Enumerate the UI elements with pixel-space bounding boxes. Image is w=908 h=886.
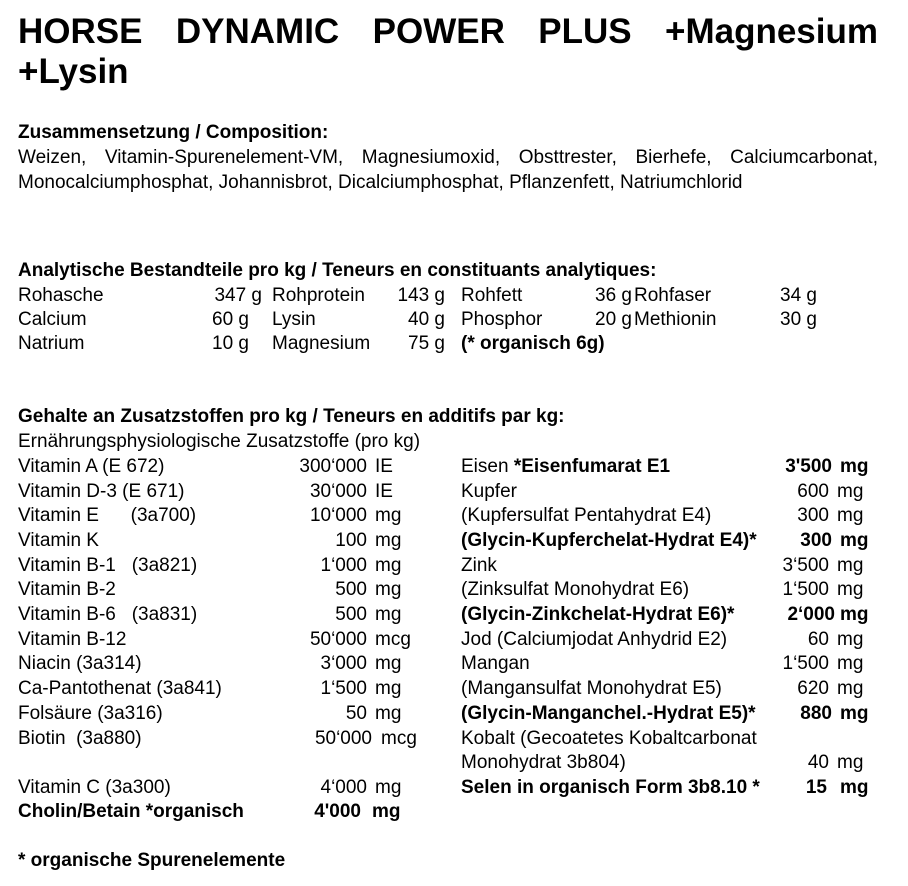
trace-name: Mangan — [461, 653, 530, 674]
trace-unit: mg — [837, 653, 864, 674]
vitamin-name: Ca-Pantothenat (3a841) — [18, 678, 222, 699]
trace-amount: 1‘500 — [782, 579, 829, 600]
trace-name: (Mangansulfat Monohydrat E5) — [461, 678, 722, 699]
vitamin-unit: mg — [375, 777, 402, 798]
trace-name-line2: Monohydrat 3b804) — [461, 752, 626, 773]
vitamin-name: Biotin (3a880) — [18, 728, 142, 749]
vitamin-name: Vitamin A (E 672) — [18, 456, 165, 477]
additives-subheading: Ernährungsphysiologische Zusatzstoffe (pro kg) — [18, 431, 421, 452]
trace-name: Selen in organisch Form 3b8.10 * — [461, 777, 760, 798]
trace-amount: 1‘500 — [782, 653, 829, 674]
analytical-value: 40 g — [408, 309, 445, 330]
vitamin-unit: mg — [375, 678, 402, 699]
trace-name: Jod (Calciumjodat Anhydrid E2) — [461, 629, 728, 650]
trace-name-bold: *Eisenfumarat E1 — [513, 456, 671, 477]
vitamin-unit: mg — [372, 801, 401, 822]
vitamin-unit: IE — [375, 456, 393, 477]
vitamin-name: Vitamin B-1 (3a821) — [18, 555, 198, 576]
footnote: * organische Spurenelemente — [18, 850, 286, 871]
trace-name: Eisen — [461, 456, 514, 477]
trace-amount: 300 — [797, 505, 829, 526]
vitamin-amount: 4'000 — [314, 801, 361, 822]
trace-name: (Glycin-Manganchel.-Hydrat E5)* — [461, 703, 756, 724]
analytical-value: 143 g — [397, 285, 445, 306]
trace-name: Kupfer — [461, 481, 517, 502]
vitamin-amount: 300‘000 — [299, 456, 367, 477]
trace-unit: mg — [837, 629, 864, 650]
vitamin-name: Vitamin B-6 (3a831) — [18, 604, 198, 625]
vitamin-name: Vitamin E (3a700) — [18, 505, 197, 526]
additives-heading: Gehalte an Zusatzstoffen pro kg / Teneurs en additifs par kg: — [18, 406, 565, 427]
product-title: HORSE DYNAMIC POWER PLUS +Magnesium +Lysin — [18, 12, 878, 91]
trace-name: (Kupfersulfat Pentahydrat E4) — [461, 505, 712, 526]
vitamin-name: Folsäure (3a316) — [18, 703, 163, 724]
trace-unit: mg — [840, 456, 869, 477]
trace-unit: mg — [837, 555, 864, 576]
composition-heading: Zusammensetzung / Composition: — [18, 122, 329, 143]
trace-amount: 60 — [807, 629, 829, 650]
analytical-value: 75 g — [408, 333, 445, 354]
vitamin-unit: mg — [375, 653, 402, 674]
analytical-value: 30 g — [780, 309, 817, 330]
vitamin-name: Vitamin D-3 (E 671) — [18, 481, 185, 502]
analytical-value: 10 g — [212, 333, 249, 354]
vitamin-unit: mg — [375, 604, 402, 625]
trace-unit: mg — [840, 604, 869, 625]
trace-amount: 40 — [807, 752, 829, 773]
trace-name: (Glycin-Zinkchelat-Hydrat E6)* — [461, 604, 735, 625]
trace-amount: 600 — [797, 481, 829, 502]
trace-amount: 620 — [797, 678, 829, 699]
vitamin-amount: 500 — [335, 604, 367, 625]
vitamin-name: Vitamin C (3a300) — [18, 777, 171, 798]
analytical-name: Methionin — [634, 309, 717, 330]
trace-amount: 2‘000 — [787, 604, 835, 625]
vitamin-name: Vitamin K — [18, 530, 99, 551]
analytical-value: 20 g — [595, 309, 632, 330]
analytical-name: Rohfaser — [634, 285, 712, 306]
vitamin-unit: mg — [375, 703, 402, 724]
vitamin-name: Vitamin B-2 — [18, 579, 116, 600]
vitamin-amount: 30‘000 — [309, 481, 367, 502]
vitamin-amount: 4‘000 — [320, 777, 367, 798]
vitamin-unit: mg — [375, 505, 402, 526]
trace-unit: mg — [837, 505, 864, 526]
analytical-heading: Analytische Bestandteile pro kg / Teneurs en constituants analytiques: — [18, 260, 657, 281]
vitamin-amount: 3‘000 — [320, 653, 367, 674]
vitamin-unit: mg — [375, 555, 402, 576]
vitamin-name: Niacin (3a314) — [18, 653, 142, 674]
trace-name: (Zinksulfat Monohydrat E6) — [461, 579, 690, 600]
vitamin-amount: 1‘000 — [320, 555, 367, 576]
analytical-value: 36 g — [595, 285, 632, 306]
vitamin-amount: 50 — [345, 703, 367, 724]
organic-note: (* organisch 6g) — [461, 333, 605, 354]
vitamin-unit: mcg — [375, 629, 411, 650]
vitamin-amount: 10‘000 — [309, 505, 367, 526]
trace-name: Kobalt (Gecoatetes Kobaltcarbonat — [461, 728, 757, 749]
trace-unit: mg — [840, 703, 869, 724]
trace-amount: 3‘500 — [782, 555, 829, 576]
analytical-value: 34 g — [780, 285, 817, 306]
vitamin-amount: 500 — [335, 579, 367, 600]
analytical-name: Phosphor — [461, 309, 543, 330]
trace-amount: 15 — [805, 777, 827, 798]
trace-unit: mg — [837, 579, 864, 600]
analytical-name: Calcium — [18, 309, 87, 330]
vitamin-amount: 1‘500 — [320, 678, 367, 699]
analytical-name: Rohfett — [461, 285, 523, 306]
trace-unit: mg — [840, 530, 869, 551]
vitamin-amount: 50‘000 — [314, 728, 372, 749]
trace-amount: 880 — [800, 703, 832, 724]
vitamin-unit: mcg — [381, 728, 417, 749]
composition-text: Weizen, Vitamin-Spurenelement-VM, Magnesiumoxid, Obsttrester, Bierhefe, Calciumcarbonat, Monocalciumphosphat, Johannisbrot, Dicalciumphosphat, Pflanzenfett, Natriumchlorid — [18, 147, 878, 193]
trace-amount: 300 — [800, 530, 832, 551]
analytical-value: 347 g — [214, 285, 262, 306]
analytical-name: Rohprotein — [272, 285, 365, 306]
vitamin-unit: mg — [375, 530, 402, 551]
analytical-name: Magnesium — [272, 333, 371, 354]
trace-name: Zink — [461, 555, 497, 576]
trace-unit: mg — [837, 481, 864, 502]
analytical-name: Natrium — [18, 333, 85, 354]
trace-unit: mg — [837, 678, 864, 699]
trace-unit: mg — [837, 752, 864, 773]
analytical-name: Lysin — [272, 309, 316, 330]
analytical-name: Rohasche — [18, 285, 104, 306]
vitamin-name: Vitamin B-12 — [18, 629, 127, 650]
trace-amount: 3'500 — [785, 456, 832, 477]
vitamin-amount: 100 — [335, 530, 367, 551]
trace-name: (Glycin-Kupferchelat-Hydrat E4)* — [461, 530, 757, 551]
vitamin-unit: IE — [375, 481, 393, 502]
vitamin-amount: 50‘000 — [309, 629, 367, 650]
analytical-value: 60 g — [212, 309, 249, 330]
vitamin-unit: mg — [375, 579, 402, 600]
vitamin-name: Cholin/Betain *organisch — [18, 801, 244, 822]
trace-unit: mg — [840, 777, 869, 798]
